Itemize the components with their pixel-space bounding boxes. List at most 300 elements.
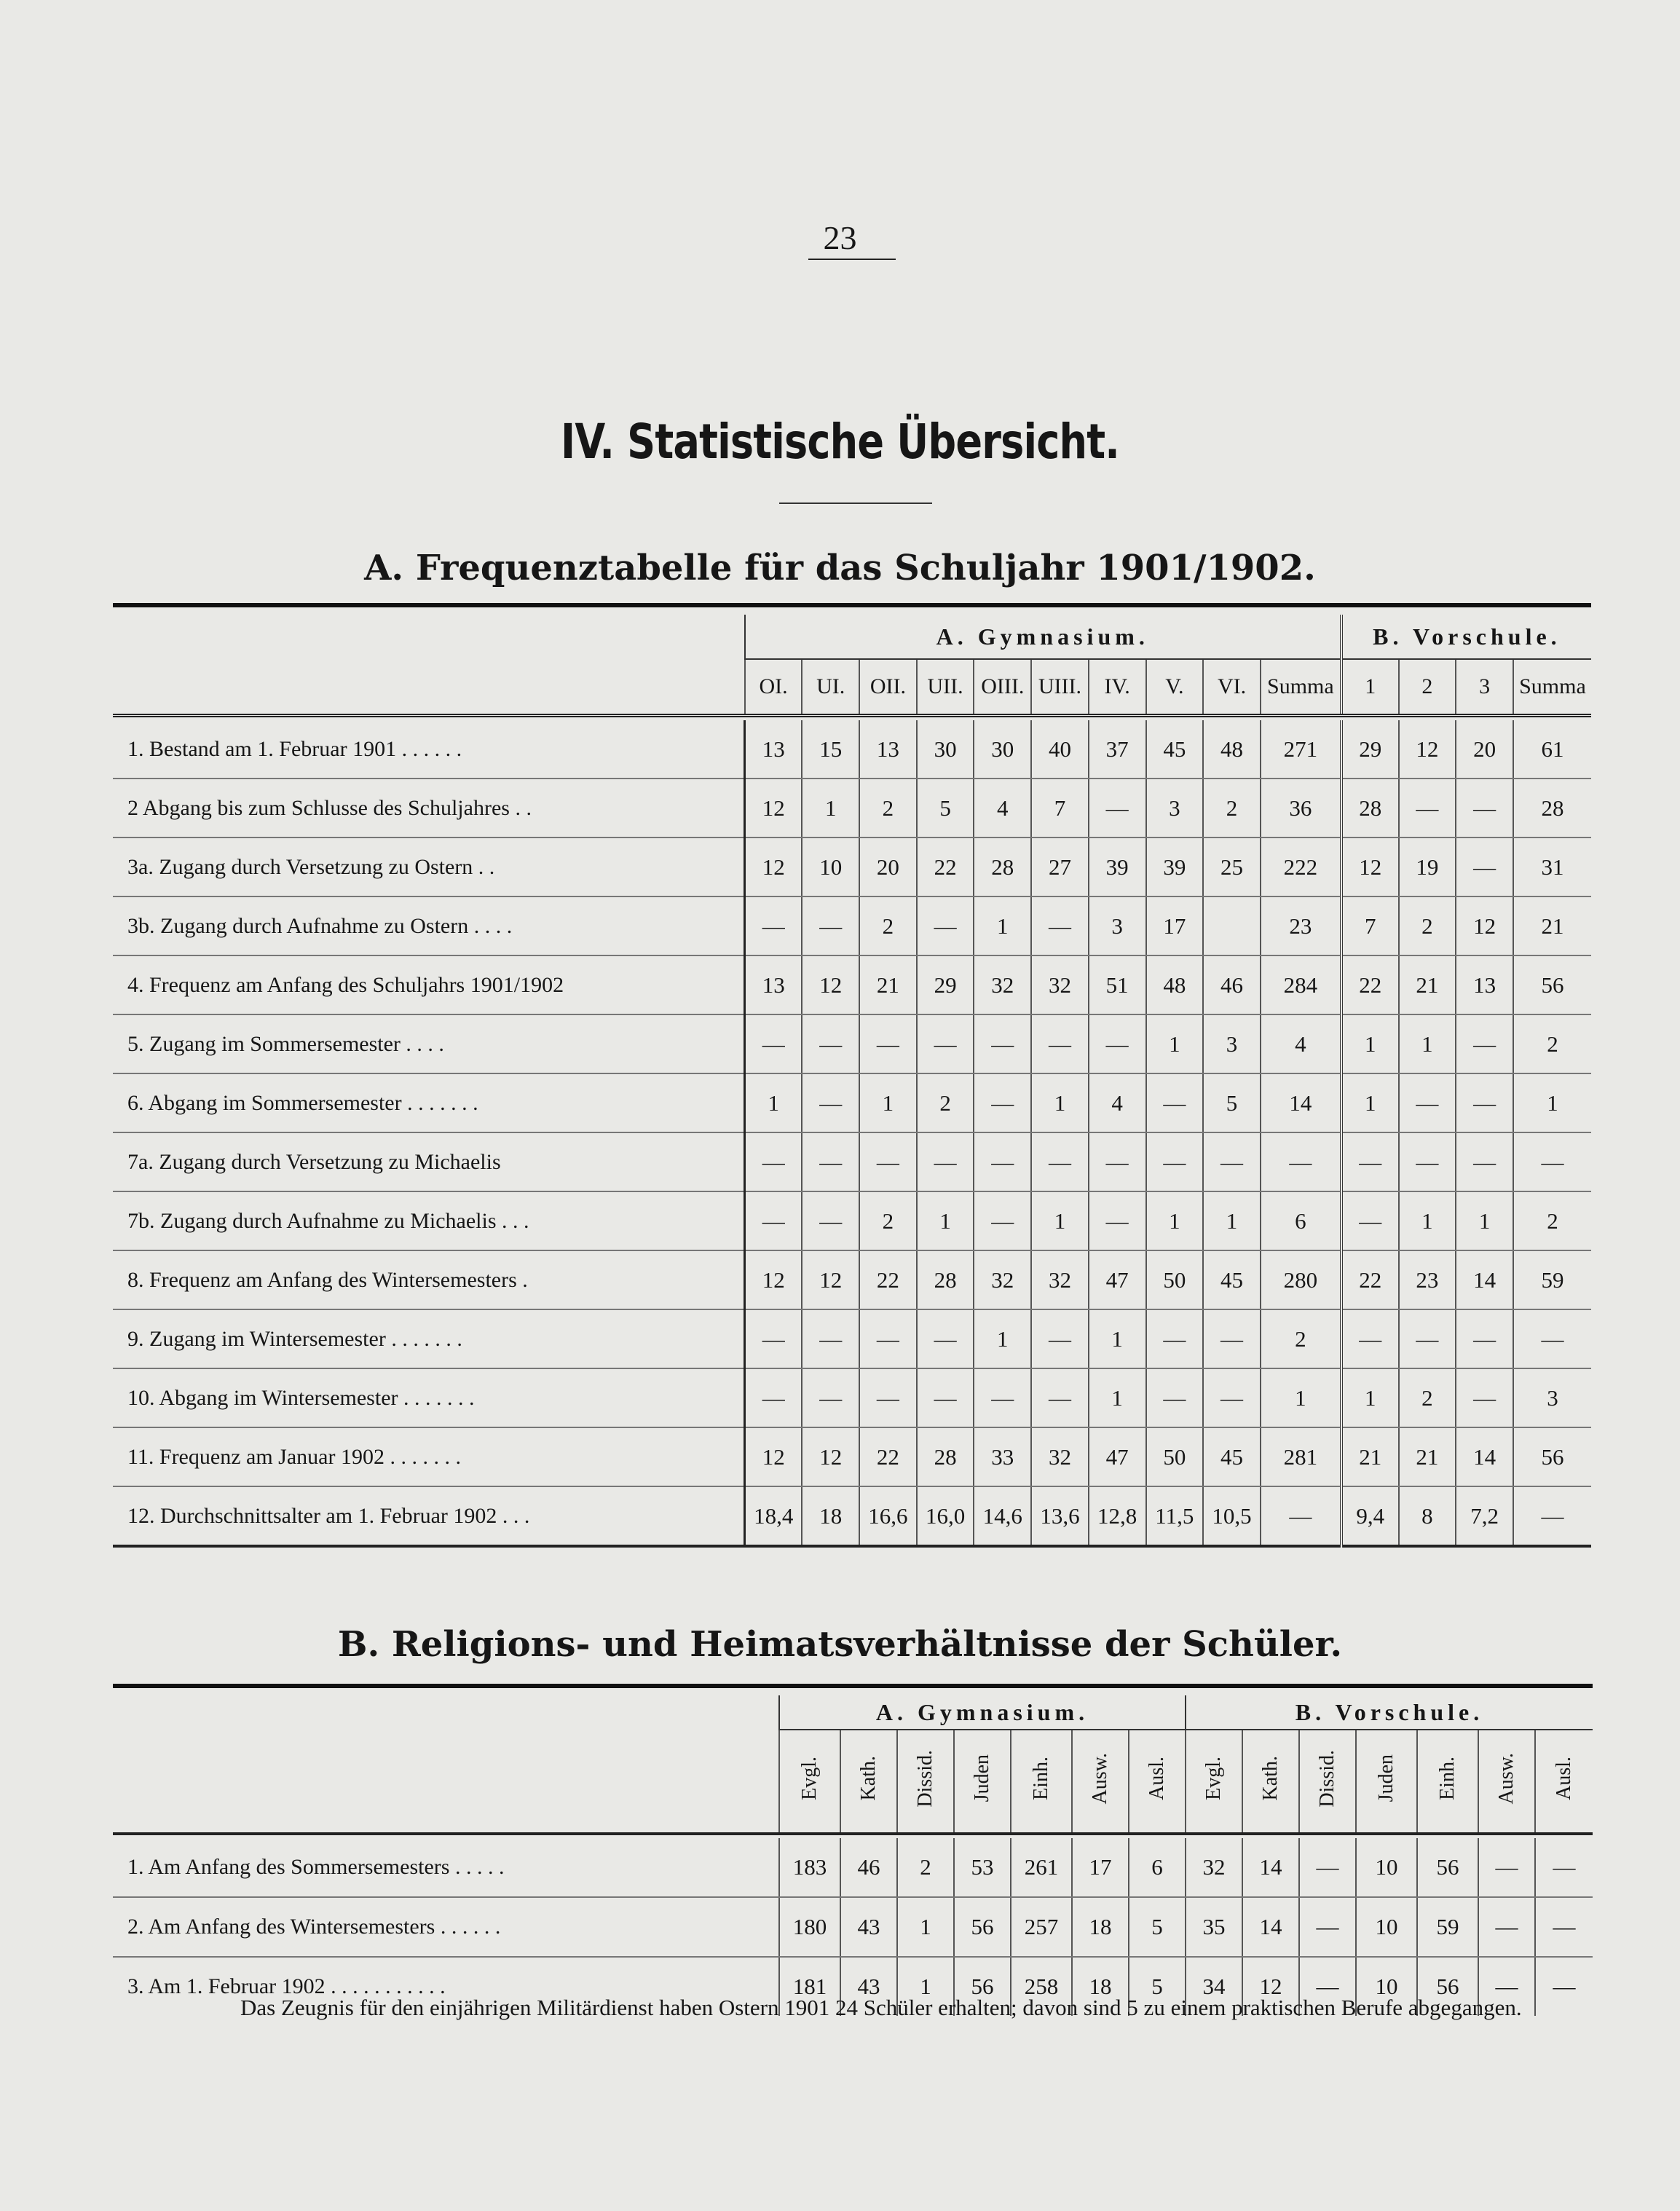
table-cell: —: [1031, 1132, 1089, 1191]
table-cell: 1: [1341, 1014, 1399, 1073]
row-label: 9. Zugang im Wintersemester . . . . . . .: [113, 1309, 745, 1368]
column-header: 3: [1456, 659, 1513, 716]
table-cell: 12: [1399, 720, 1456, 779]
table-cell: —: [917, 896, 974, 955]
table-cell: —: [745, 1309, 802, 1368]
table-cell: —: [1261, 1486, 1341, 1546]
table-cell: 22: [859, 1427, 917, 1486]
table-cell: 1: [897, 1897, 954, 1957]
table-cell: —: [1399, 1073, 1456, 1132]
table-cell: 1: [917, 1191, 974, 1250]
table-cell: 14: [1456, 1427, 1513, 1486]
table-cell: 35: [1186, 1897, 1242, 1957]
table-cell: 4: [974, 779, 1031, 838]
table-cell: —: [1456, 838, 1513, 896]
table-cell: —: [1031, 1309, 1089, 1368]
table-cell: 39: [1089, 838, 1146, 896]
table-cell: 1: [1341, 1368, 1399, 1427]
column-header: Dissid.: [1299, 1730, 1356, 1834]
column-header: UII.: [917, 659, 974, 716]
table-cell: —: [1399, 1309, 1456, 1368]
table-row: [113, 1368, 1591, 1427]
table-cell: 222: [1261, 838, 1341, 896]
row-label: 12. Durchschnittsalter am 1. Februar 1902 . . .: [113, 1486, 745, 1546]
table-cell: —: [1513, 1486, 1591, 1546]
table-cell: 32: [1031, 1250, 1089, 1309]
table-cell: —: [859, 1132, 917, 1191]
table-cell: 36: [1261, 779, 1341, 838]
table-cell: 21: [859, 955, 917, 1014]
table-cell: 51: [1089, 955, 1146, 1014]
table-cell: 56: [954, 1957, 1011, 2016]
table-cell: 12: [745, 779, 802, 838]
table-cell: 31: [1513, 838, 1591, 896]
table-cell: 28: [1513, 779, 1591, 838]
row-label: 4. Frequenz am Anfang des Schuljahrs 1901/1902: [113, 955, 745, 1014]
table-cell: —: [1456, 1073, 1513, 1132]
table-cell: 15: [802, 720, 859, 779]
table-row: [113, 1897, 1593, 1957]
column-header: Einh.: [1011, 1730, 1072, 1834]
column-header: Ausw.: [1072, 1730, 1129, 1834]
table-cell: 28: [974, 838, 1031, 896]
row-label: 7a. Zugang durch Versetzung zu Michaelis: [113, 1132, 745, 1191]
table-cell: 4: [1089, 1073, 1146, 1132]
table-cell: 10: [1356, 1957, 1417, 2016]
table-cell: 2: [897, 1838, 954, 1897]
table-cell: 281: [1261, 1427, 1341, 1486]
column-header: IV.: [1089, 659, 1146, 716]
table-cell: —: [1089, 779, 1146, 838]
table-cell: —: [1299, 1838, 1356, 1897]
table-cell: 23: [1261, 896, 1341, 955]
table-cell: 56: [954, 1897, 1011, 1957]
table-cell: 14: [1261, 1073, 1341, 1132]
table-cell: 30: [974, 720, 1031, 779]
row-label: 2 Abgang bis zum Schlusse des Schuljahres . .: [113, 779, 745, 838]
table-cell: 1: [1456, 1191, 1513, 1250]
table-cell: —: [1146, 1073, 1204, 1132]
table-cell: 32: [1031, 955, 1089, 1014]
table-cell: —: [1089, 1014, 1146, 1073]
table-cell: 14: [1242, 1897, 1299, 1957]
table-cell: 48: [1203, 720, 1261, 779]
table-row: [113, 1073, 1591, 1132]
table-cell: 183: [779, 1838, 840, 1897]
table-cell: —: [1513, 1132, 1591, 1191]
table-cell: 1: [1341, 1073, 1399, 1132]
column-header: Summa: [1513, 659, 1591, 716]
table-cell: 28: [917, 1250, 974, 1309]
column-header: OIII.: [974, 659, 1031, 716]
column-header: VI.: [1203, 659, 1261, 716]
column-header: OI.: [745, 659, 802, 716]
table-cell: 13: [745, 955, 802, 1014]
table-cell: —: [1535, 1838, 1593, 1897]
table-cell: —: [802, 1191, 859, 1250]
title-rule: [779, 502, 932, 504]
table-cell: —: [1203, 1309, 1261, 1368]
table-cell: 2: [1399, 896, 1456, 955]
table-row: [113, 1838, 1593, 1897]
column-header: Evgl.: [1186, 1730, 1242, 1834]
table-cell: 1: [1146, 1191, 1204, 1250]
table-cell: 45: [1146, 720, 1204, 779]
table-cell: 21: [1341, 1427, 1399, 1486]
table-cell: 12: [802, 955, 859, 1014]
table-cell: 12: [745, 1250, 802, 1309]
row-label: 8. Frequenz am Anfang des Wintersemesters .: [113, 1250, 745, 1309]
vorschule-group-header: B. Vorschule.: [1186, 1695, 1593, 1730]
table-cell: —: [745, 1191, 802, 1250]
row-label: 11. Frequenz am Januar 1902 . . . . . . .: [113, 1427, 745, 1486]
column-header: UI.: [802, 659, 859, 716]
table-cell: 25: [1203, 838, 1261, 896]
table-cell: 56: [1513, 955, 1591, 1014]
row-label: 5. Zugang im Sommersemester . . . .: [113, 1014, 745, 1073]
table-cell: 50: [1146, 1250, 1204, 1309]
table-cell: 1: [1513, 1073, 1591, 1132]
table-cell: 7: [1341, 896, 1399, 955]
table-cell: —: [974, 1132, 1031, 1191]
section-b-heading: B. Religions- und Heimatsverhältnisse der Schüler.: [337, 1624, 1343, 1665]
table-cell: —: [1478, 1897, 1535, 1957]
table-cell: 22: [1341, 1250, 1399, 1309]
table-cell: —: [1261, 1132, 1341, 1191]
religion-table-body: [113, 1838, 1593, 2016]
table-cell: 23: [1399, 1250, 1456, 1309]
table-cell: —: [1299, 1897, 1356, 1957]
table-cell: —: [1478, 1957, 1535, 2016]
table-cell: 12: [1456, 896, 1513, 955]
column-header: OII.: [859, 659, 917, 716]
table-cell: —: [1535, 1957, 1593, 2016]
table-cell: 13: [1456, 955, 1513, 1014]
column-header: Summa: [1261, 659, 1341, 716]
table-cell: 14: [1456, 1250, 1513, 1309]
footnote-paragraph: Das Zeugnis für den einjährigen Militärdienst haben Ostern 1901 24 Schüler erhalten; davon sind 5 zu einem praktischen Berufe abgegangen.: [240, 1995, 1522, 2020]
table-cell: —: [974, 1014, 1031, 1073]
table-cell: —: [1341, 1309, 1399, 1368]
table-cell: 45: [1203, 1250, 1261, 1309]
table-cell: 12: [1242, 1957, 1299, 2016]
table-cell: 3: [1089, 896, 1146, 955]
table-cell: 2: [1261, 1309, 1341, 1368]
table-cell: —: [1031, 896, 1089, 955]
section-a-heading: A. Frequenztabelle für das Schuljahr 1901/1902.: [364, 548, 1316, 588]
column-header: UIII.: [1031, 659, 1089, 716]
table-cell: 22: [859, 1250, 917, 1309]
table-cell: —: [1456, 1132, 1513, 1191]
table-cell: —: [1089, 1132, 1146, 1191]
table-cell: 18: [1072, 1897, 1129, 1957]
table-cell: 271: [1261, 720, 1341, 779]
table-cell: 1: [974, 1309, 1031, 1368]
table-cell: —: [802, 1368, 859, 1427]
table-cell: 43: [840, 1957, 897, 2016]
table-cell: 56: [1417, 1838, 1478, 1897]
table-cell: 50: [1146, 1427, 1204, 1486]
table-cell: 47: [1089, 1250, 1146, 1309]
table-cell: 257: [1011, 1897, 1072, 1957]
table-cell: 27: [1031, 838, 1089, 896]
table-cell: —: [917, 1132, 974, 1191]
table-row: [113, 1427, 1591, 1486]
table-cell: —: [1031, 1014, 1089, 1073]
vorschule-group-header: B. Vorschule.: [1341, 615, 1591, 659]
table-cell: —: [1456, 1014, 1513, 1073]
table-cell: 2: [859, 896, 917, 955]
table-cell: 47: [1089, 1427, 1146, 1486]
gymnasium-group-header: A. Gymnasium.: [745, 615, 1341, 659]
row-label: 7b. Zugang durch Aufnahme zu Michaelis . . .: [113, 1191, 745, 1250]
table-cell: —: [1031, 1368, 1089, 1427]
page-number: 23: [823, 219, 857, 256]
row-label: 3b. Zugang durch Aufnahme zu Ostern . . . .: [113, 896, 745, 955]
table-cell: —: [1089, 1191, 1146, 1250]
table-cell: 21: [1399, 955, 1456, 1014]
table-cell: 1: [974, 896, 1031, 955]
table-row: [113, 838, 1591, 896]
table-cell: —: [802, 1132, 859, 1191]
table-cell: 11,5: [1146, 1486, 1204, 1546]
table-cell: 280: [1261, 1250, 1341, 1309]
table-cell: 16,0: [917, 1486, 974, 1546]
table-cell: 8: [1399, 1486, 1456, 1546]
table-cell: 13: [859, 720, 917, 779]
table-cell: 2: [1399, 1368, 1456, 1427]
frequency-table: [113, 603, 1591, 1548]
table-cell: 1: [1146, 1014, 1204, 1073]
column-header: Einh.: [1417, 1730, 1478, 1834]
table-cell: 28: [917, 1427, 974, 1486]
table-cell: 17: [1146, 896, 1204, 955]
table-cell: 20: [1456, 720, 1513, 779]
table-cell: —: [1299, 1957, 1356, 2016]
table-row: [113, 1309, 1591, 1368]
table-cell: 16,6: [859, 1486, 917, 1546]
column-header: Juden: [1356, 1730, 1417, 1834]
table-row: [113, 1014, 1591, 1073]
table-cell: —: [917, 1014, 974, 1073]
table-cell: —: [1399, 779, 1456, 838]
table-cell: 9,4: [1341, 1486, 1399, 1546]
row-label: 3. Am 1. Februar 1902 . . . . . . . . . . .: [127, 1974, 446, 1998]
column-header: Evgl.: [779, 1730, 840, 1834]
table-cell: 28: [1341, 779, 1399, 838]
table-cell: —: [1341, 1191, 1399, 1250]
page-number-rule: [808, 259, 896, 260]
table-cell: 32: [974, 1250, 1031, 1309]
table-cell: —: [745, 896, 802, 955]
table-cell: —: [1203, 1368, 1261, 1427]
table-cell: —: [859, 1014, 917, 1073]
table-cell: 7,2: [1456, 1486, 1513, 1546]
table-row: [113, 955, 1591, 1014]
table-cell: —: [1456, 1368, 1513, 1427]
row-label: 6. Abgang im Sommersemester . . . . . . .: [113, 1073, 745, 1132]
table-cell: 29: [917, 955, 974, 1014]
table-cell: 19: [1399, 838, 1456, 896]
table-cell: 7: [1031, 779, 1089, 838]
table-row: [113, 720, 1591, 779]
table-cell: 284: [1261, 955, 1341, 1014]
religion-table: [113, 1684, 1593, 2016]
table-cell: 18: [1072, 1957, 1129, 2016]
table-cell: 3: [1146, 779, 1204, 838]
table-cell: 5: [1129, 1897, 1186, 1957]
table-cell: 12: [802, 1427, 859, 1486]
table-cell: 2: [859, 779, 917, 838]
table-cell: 32: [1031, 1427, 1089, 1486]
table-cell: 48: [1146, 955, 1204, 1014]
table-cell: 5: [917, 779, 974, 838]
table-cell: 5: [1203, 1073, 1261, 1132]
table-cell: 10: [1356, 1897, 1417, 1957]
table-cell: —: [802, 1014, 859, 1073]
table-cell: 2: [1203, 779, 1261, 838]
table-cell: 13,6: [1031, 1486, 1089, 1546]
table-cell: —: [1203, 1132, 1261, 1191]
table-cell: 180: [779, 1897, 840, 1957]
table-cell: 10,5: [1203, 1486, 1261, 1546]
table-cell: —: [802, 896, 859, 955]
table-cell: —: [917, 1368, 974, 1427]
table-cell: —: [1399, 1132, 1456, 1191]
table-cell: 61: [1513, 720, 1591, 779]
row-label: 10. Abgang im Wintersemester . . . . . . .: [113, 1368, 745, 1427]
column-header: 2: [1399, 659, 1456, 716]
table-row: [113, 1250, 1591, 1309]
table-cell: 6: [1129, 1838, 1186, 1897]
table-cell: 1: [1089, 1309, 1146, 1368]
table-cell: 21: [1513, 896, 1591, 955]
table-cell: 59: [1513, 1250, 1591, 1309]
table-cell: —: [1146, 1132, 1204, 1191]
table-cell: 10: [1356, 1838, 1417, 1897]
frequency-table-body: [113, 720, 1591, 1546]
table-cell: —: [1456, 1309, 1513, 1368]
table-cell: 1: [745, 1073, 802, 1132]
table-cell: 1: [859, 1073, 917, 1132]
table-cell: —: [1456, 779, 1513, 838]
table-cell: 261: [1011, 1838, 1072, 1897]
table-cell: 46: [1203, 955, 1261, 1014]
table-cell: 1: [802, 779, 859, 838]
table-cell: —: [1146, 1309, 1204, 1368]
row-label: 1. Am Anfang des Sommersemesters . . . . .: [113, 1838, 779, 1897]
table-cell: 53: [954, 1838, 1011, 1897]
table-cell: 34: [1186, 1957, 1242, 2016]
table-cell: —: [974, 1368, 1031, 1427]
table-cell: 1: [1399, 1014, 1456, 1073]
table-cell: 12: [1341, 838, 1399, 896]
table-cell: —: [1341, 1132, 1399, 1191]
page-title: IV. Statistische Übersicht.: [560, 414, 1119, 470]
table-cell: 56: [1513, 1427, 1591, 1486]
column-header: Kath.: [840, 1730, 897, 1834]
column-header: Juden: [954, 1730, 1011, 1834]
table-cell: —: [859, 1368, 917, 1427]
table-cell: 21: [1399, 1427, 1456, 1486]
table-cell: 32: [1186, 1838, 1242, 1897]
column-header: Dissid.: [897, 1730, 954, 1834]
table-cell: —: [745, 1368, 802, 1427]
table-cell: 20: [859, 838, 917, 896]
table-cell: —: [1535, 1897, 1593, 1957]
table-cell: 14,6: [974, 1486, 1031, 1546]
table-cell: 40: [1031, 720, 1089, 779]
table-cell: 29: [1341, 720, 1399, 779]
table-cell: 56: [1417, 1957, 1478, 2016]
table-cell: —: [802, 1309, 859, 1368]
table-cell: 181: [779, 1957, 840, 2016]
table-cell: 18,4: [745, 1486, 802, 1546]
table-cell: 10: [802, 838, 859, 896]
table-cell: —: [859, 1309, 917, 1368]
table-cell: 1: [1031, 1073, 1089, 1132]
table-row: [113, 896, 1591, 955]
table-cell: —: [974, 1073, 1031, 1132]
table-cell: 22: [917, 838, 974, 896]
table-cell: —: [745, 1014, 802, 1073]
table-cell: 3: [1513, 1368, 1591, 1427]
table-cell: —: [917, 1309, 974, 1368]
table-cell: 12,8: [1089, 1486, 1146, 1546]
table-row: [113, 1132, 1591, 1191]
table-cell: 32: [974, 955, 1031, 1014]
table-cell: 39: [1146, 838, 1204, 896]
table-cell: 46: [840, 1838, 897, 1897]
table-cell: 1: [1399, 1191, 1456, 1250]
table-cell: —: [1146, 1368, 1204, 1427]
table-cell: 12: [745, 838, 802, 896]
row-label: 3a. Zugang durch Versetzung zu Ostern . .: [113, 838, 745, 896]
table-cell: —: [1513, 1309, 1591, 1368]
table-cell: 258: [1011, 1957, 1072, 2016]
table-cell: 5: [1129, 1957, 1186, 2016]
table-row: [113, 1191, 1591, 1250]
table-cell: —: [745, 1132, 802, 1191]
column-header: 1: [1341, 659, 1399, 716]
column-header: Kath.: [1242, 1730, 1299, 1834]
table-cell: 2: [1513, 1191, 1591, 1250]
table-cell: 37: [1089, 720, 1146, 779]
table-row: [113, 1486, 1591, 1546]
table-cell: 1: [1261, 1368, 1341, 1427]
row-label: 1. Bestand am 1. Februar 1901 . . . . . .: [113, 720, 745, 779]
gymnasium-group-header: A. Gymnasium.: [779, 1695, 1186, 1730]
table-cell: 1: [1089, 1368, 1146, 1427]
table-cell: 12: [802, 1250, 859, 1309]
table-cell: —: [974, 1191, 1031, 1250]
column-header: Ausl.: [1129, 1730, 1186, 1834]
table-cell: 2: [859, 1191, 917, 1250]
row-label: 2. Am Anfang des Wintersemesters . . . . . .: [113, 1897, 779, 1957]
column-header: V.: [1146, 659, 1204, 716]
table-cell: 12: [745, 1427, 802, 1486]
table-cell: 18: [802, 1486, 859, 1546]
table-cell: 2: [917, 1073, 974, 1132]
table-cell: 17: [1072, 1838, 1129, 1897]
column-header: Ausl.: [1535, 1730, 1593, 1834]
table-cell: —: [802, 1073, 859, 1132]
table-cell: 1: [1031, 1191, 1089, 1250]
table-cell: 4: [1261, 1014, 1341, 1073]
table-cell: 14: [1242, 1838, 1299, 1897]
table-cell: —: [1478, 1838, 1535, 1897]
table-cell: 43: [840, 1897, 897, 1957]
